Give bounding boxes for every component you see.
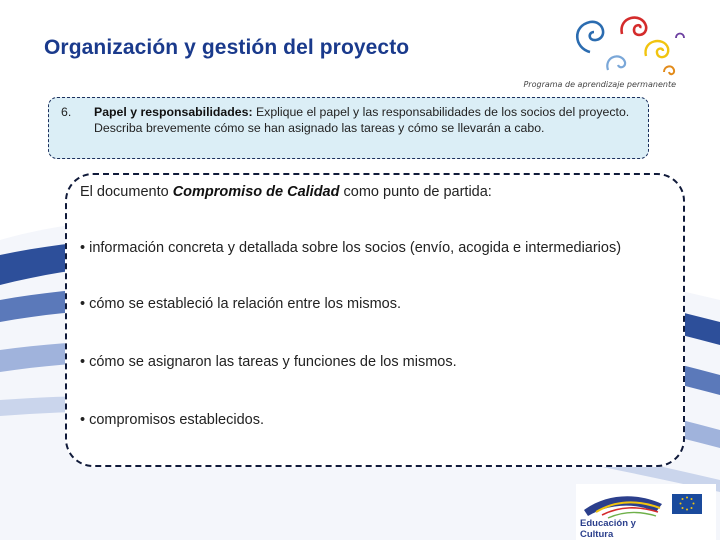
question-text	[94, 105, 640, 136]
intro-emphasis: Compromiso de Calidad	[172, 184, 340, 200]
question-box	[48, 97, 649, 159]
brand-tagline: Programa de aprendizaje permanente	[523, 80, 676, 89]
question-heading: Papel y responsabilidades:	[94, 105, 253, 119]
intro-pre: El documento	[80, 184, 173, 200]
answer-box	[65, 173, 685, 467]
llp-spiral-logo	[560, 8, 690, 90]
bullet-item: • información concreta y detallada sobre los socios (envío, acogida e intermediarios)	[80, 240, 622, 256]
question-body: Explique el papel y las responsabilidades de los socios del proyecto. Describa brevemente cómo se han asignado las tareas y cómo se llevarán a cabo.	[94, 105, 630, 135]
bullet-item: • cómo se asignaron las tareas y funciones de los mismos.	[80, 354, 457, 370]
answer-intro	[80, 183, 669, 201]
page-title: Organización y gestión del proyecto	[44, 36, 410, 59]
brand-education-culture: Educación y Cultura	[580, 518, 636, 540]
intro-post: como punto de partida:	[339, 184, 492, 200]
question-number: 6.	[61, 105, 72, 119]
bullet-item: • cómo se estableció la relación entre los mismos.	[80, 296, 401, 312]
eu-flag-icon	[672, 494, 702, 514]
bullet-item: • compromisos establecidos.	[80, 412, 264, 428]
